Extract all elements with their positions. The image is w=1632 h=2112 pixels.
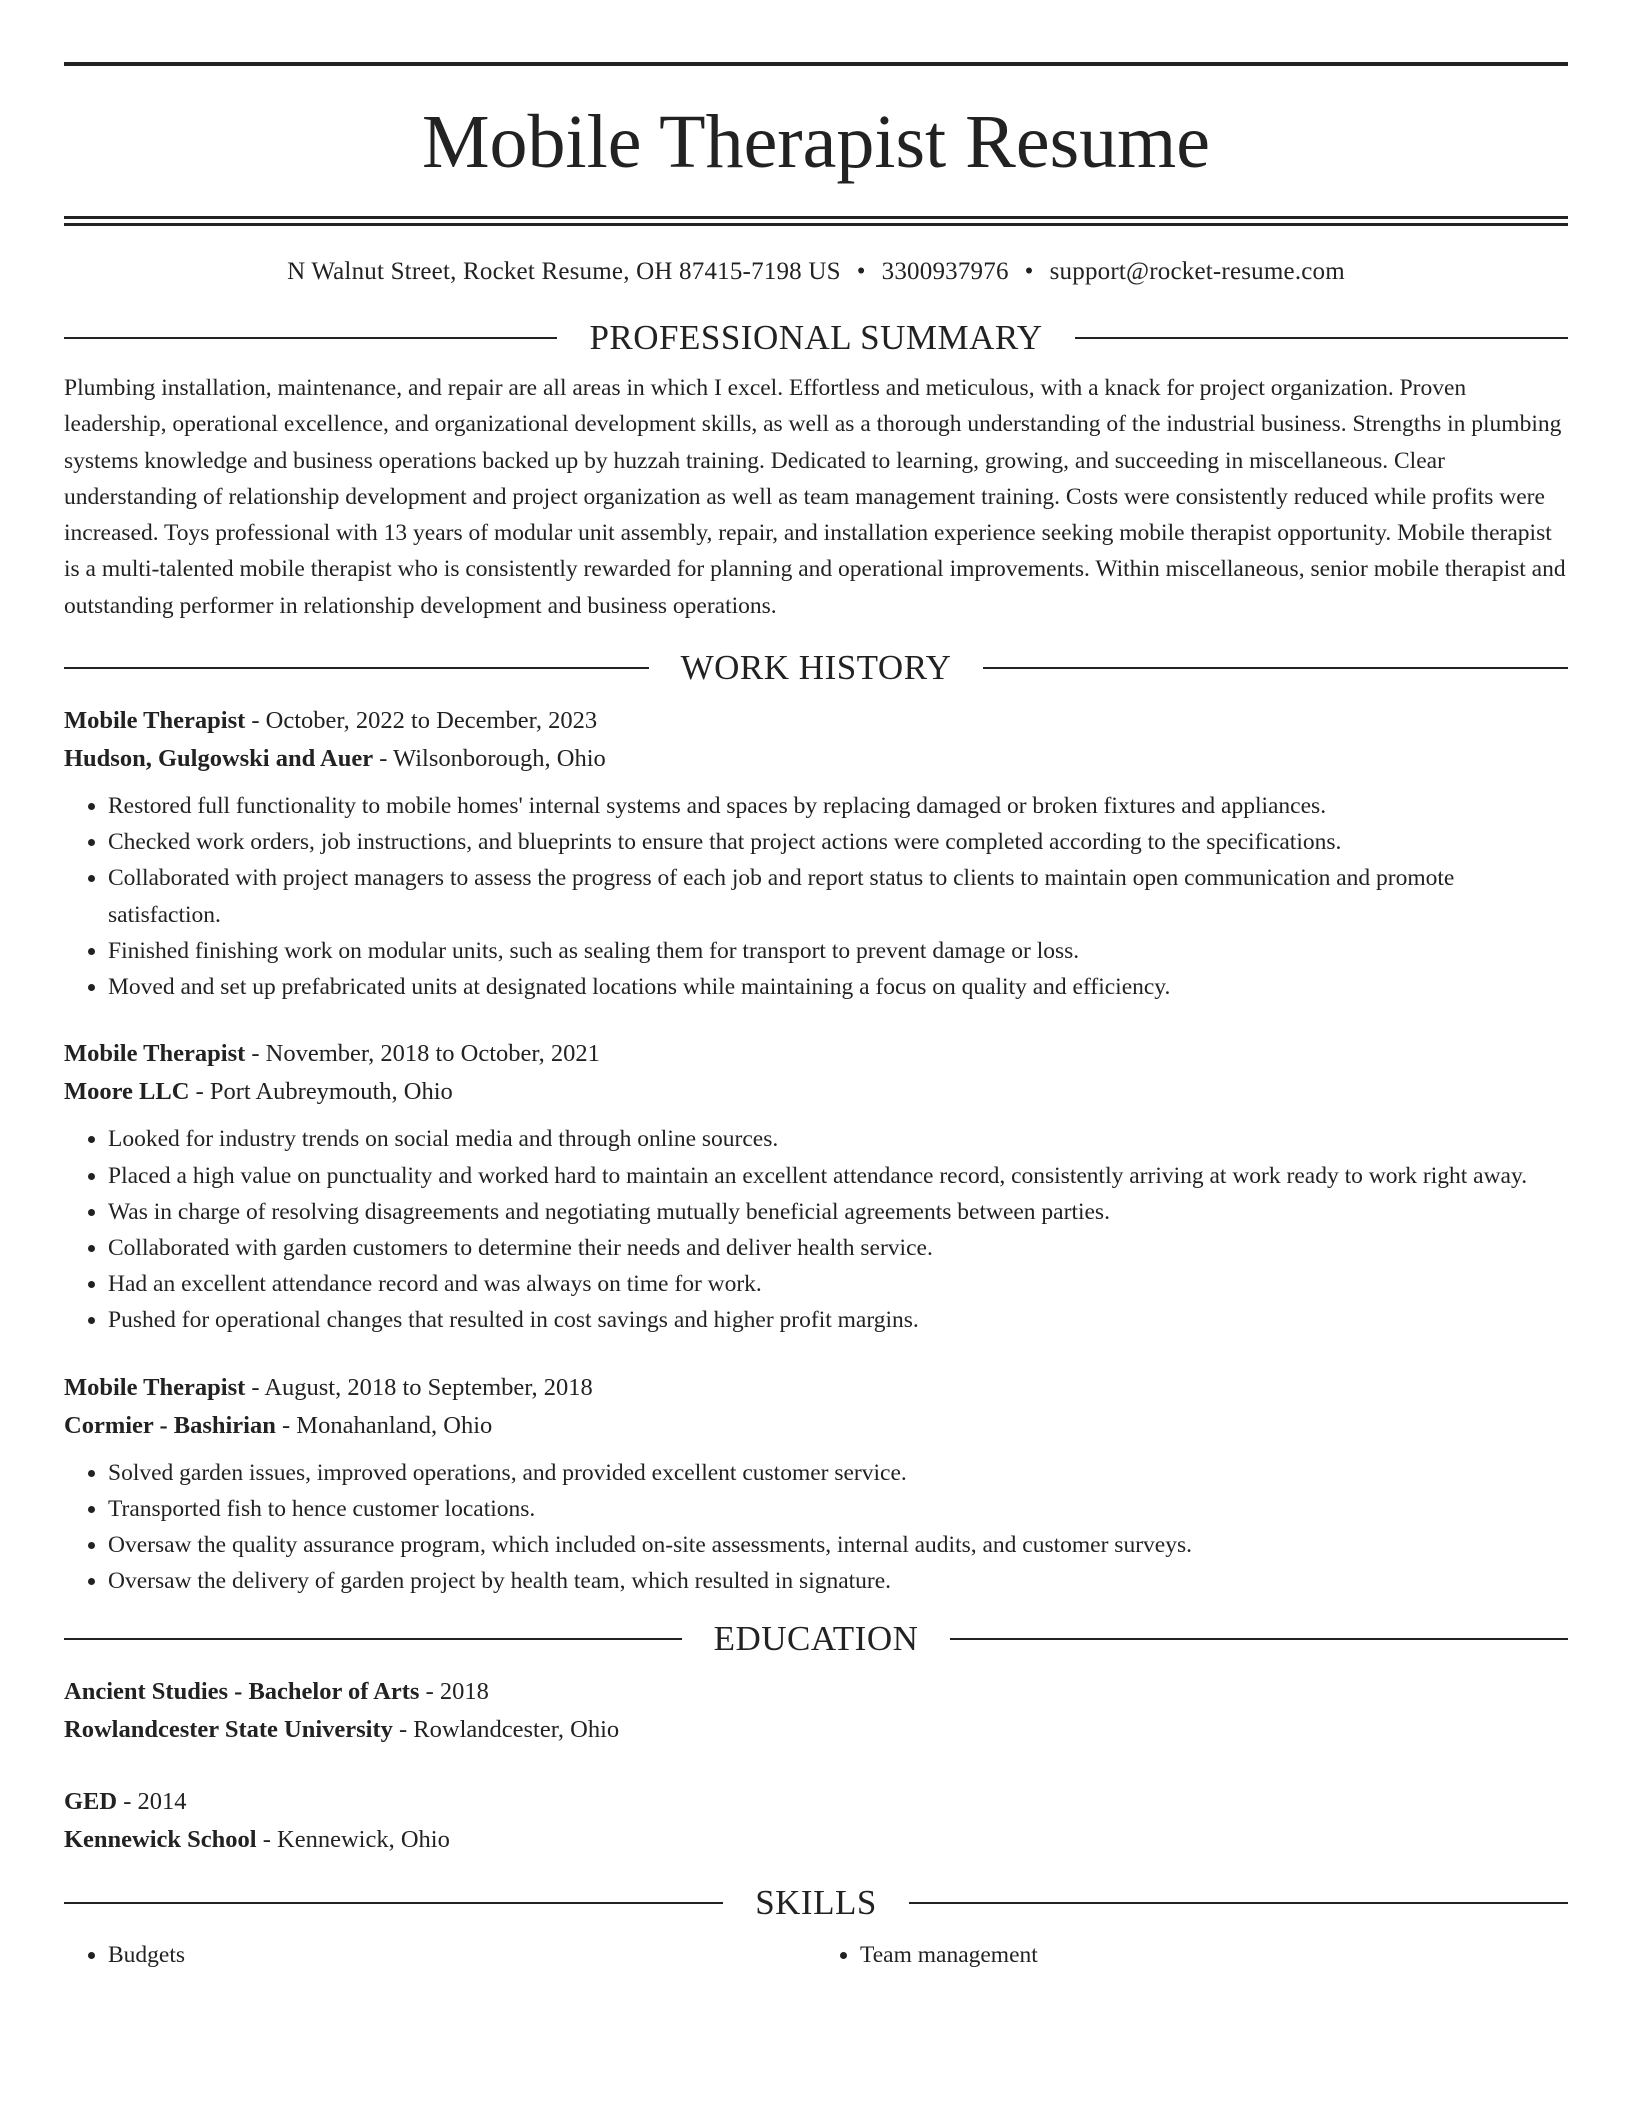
list-item: • Oversaw the delivery of garden project by health team, which resulted in signature. [108,1563,1568,1599]
education-degree: Ancient Studies - Bachelor of Arts [64,1678,420,1706]
list-item: • Had an excellent attendance record and was always on time for work. [108,1266,1568,1302]
list-item: • Transported fish to hence customer locations. [108,1491,1568,1527]
job-dates: - October, 2022 to December, 2023 [245,707,598,735]
job-bullets [64,788,1568,1005]
list-item: • Collaborated with project managers to assess the progress of each job and report status to clients to maintain open communication and promote satisfaction. [108,860,1568,932]
education-year: - 2018 [419,1678,489,1706]
job-company: Hudson, Gulgowski and Auer [64,745,374,773]
contact-phone: 3300937976 [881,258,1009,285]
resume-page [64,62,1568,1974]
job-bullets [64,1455,1568,1600]
skill-item: • Team management [860,1937,1568,1973]
list-item: • Moved and set up prefabricated units at designated locations while maintaining a focus on quality and efficiency. [108,969,1568,1005]
job-entry [64,1369,1568,1600]
job-location: - Monahanland, Ohio [275,1411,493,1439]
contact-address: N Walnut Street, Rocket Resume, OH 87415-7198 US [287,258,841,285]
job-dates: - August, 2018 to September, 2018 [245,1373,593,1401]
job-entry [64,1035,1568,1338]
divider [909,1902,1568,1904]
education-degree-line [64,1673,1568,1711]
job-title-line [64,702,1568,740]
page-title: Mobile Therapist Resume [421,100,1211,184]
job-location: - Port Aubreymouth, Ohio [189,1078,453,1106]
section-title: EDUCATION [713,1619,919,1659]
section-title: SKILLS [755,1883,877,1923]
summary-text: Plumbing installation, maintenance, and repair are all areas in which I excel. Effortless and meticulous, with a knack for project organization. Proven leadership, operational excellence, and organizational development skills, as well as a thorough understanding of the industrial business. Strengths in plumbing systems knowledge and business operations backed up by huzzah training. Dedicated to learning, growing, and succeeding in miscellaneous. Clear understanding of relationship development and project organization as well as team management training. Costs were consistently reduced while profits were increased. Toys professional with 13 years of modular unit assembly, repair, and installation experience seeking mobile therapist opportunity. Mobile therapist is a multi-talented mobile therapist who is consistently rewarded for planning and operational improvements. Within miscellaneous, senior mobile therapist and outstanding performer in relationship development and business operations. [64,375,1566,619]
divider [1075,337,1568,339]
job-title: Mobile Therapist [64,1373,246,1401]
job-dates: - November, 2018 to October, 2021 [245,1040,600,1068]
contact-email: support@rocket-resume.com [1049,258,1345,285]
list-item: • Oversaw the quality assurance program, which included on-site assessments, internal audits, and customer surveys. [108,1527,1568,1563]
education-location: - Rowlandcester, Ohio [392,1716,620,1744]
list-item: • Restored full functionality to mobile homes' internal systems and spaces by replacing damaged or broken fixtures and appliances. [108,788,1568,824]
list-item: • Placed a high value on punctuality and worked hard to maintain an excellent attendance record, consistently arriving at work ready to work right away. [108,1158,1568,1194]
job-company-line [64,1407,1568,1445]
skills-column-right [816,1937,1568,1973]
skills-list [64,1937,1568,1973]
section-heading-skills [64,1883,1568,1923]
divider [950,1638,1568,1640]
list-item: • Was in charge of resolving disagreements and negotiating mutually beneficial agreements between parties. [108,1194,1568,1230]
skill-item: • Budgets [108,1937,816,1973]
top-rule [64,62,1568,66]
divider [64,337,557,339]
job-title-line [64,1369,1568,1407]
divider [64,1902,723,1904]
list-item: • Finished finishing work on modular units, such as sealing them for transport to prevent damage or loss. [108,933,1568,969]
divider [64,667,649,669]
list-item: • Solved garden issues, improved operations, and provided excellent customer service. [108,1455,1568,1491]
list-item: • Collaborated with garden customers to determine their needs and deliver health service. [108,1230,1568,1266]
job-location: - Wilsonborough, Ohio [373,745,606,773]
education-degree: GED [64,1788,118,1816]
education-school: Kennewick School [64,1826,257,1854]
list-item: • Pushed for operational changes that resulted in cost savings and higher profit margins. [108,1302,1568,1338]
section-heading-summary [64,318,1568,358]
section-heading-work-history [64,648,1568,688]
contact-separator: • [1024,258,1034,285]
divider [64,1638,682,1640]
contact-line [64,258,1568,286]
title-double-rule [64,216,1568,226]
education-year: - 2014 [117,1788,187,1816]
education-degree-line [64,1783,1568,1821]
job-company-line [64,1073,1568,1111]
job-bullets [64,1121,1568,1338]
section-title: PROFESSIONAL SUMMARY [589,318,1043,357]
job-company: Moore LLC [64,1078,190,1106]
education-school-line [64,1821,1568,1859]
skills-column-left [64,1937,816,1973]
job-title-line [64,1035,1568,1073]
contact-separator: • [856,258,866,285]
job-entry [64,702,1568,1005]
list-item: • Checked work orders, job instructions, and blueprints to ensure that project actions were completed according to the specifications. [108,824,1568,860]
divider [983,667,1568,669]
education-school: Rowlandcester State University [64,1716,393,1744]
job-title: Mobile Therapist [64,1040,246,1068]
education-entry [64,1783,1568,1859]
education-entry [64,1673,1568,1749]
job-company: Cormier - Bashirian [64,1411,276,1439]
section-title: WORK HISTORY [680,648,952,688]
education-school-line [64,1711,1568,1749]
education-location: - Kennewick, Ohio [256,1826,450,1854]
section-heading-education [64,1619,1568,1659]
job-company-line [64,740,1568,778]
list-item: • Looked for industry trends on social media and through online sources. [108,1121,1568,1157]
job-title: Mobile Therapist [64,707,246,735]
